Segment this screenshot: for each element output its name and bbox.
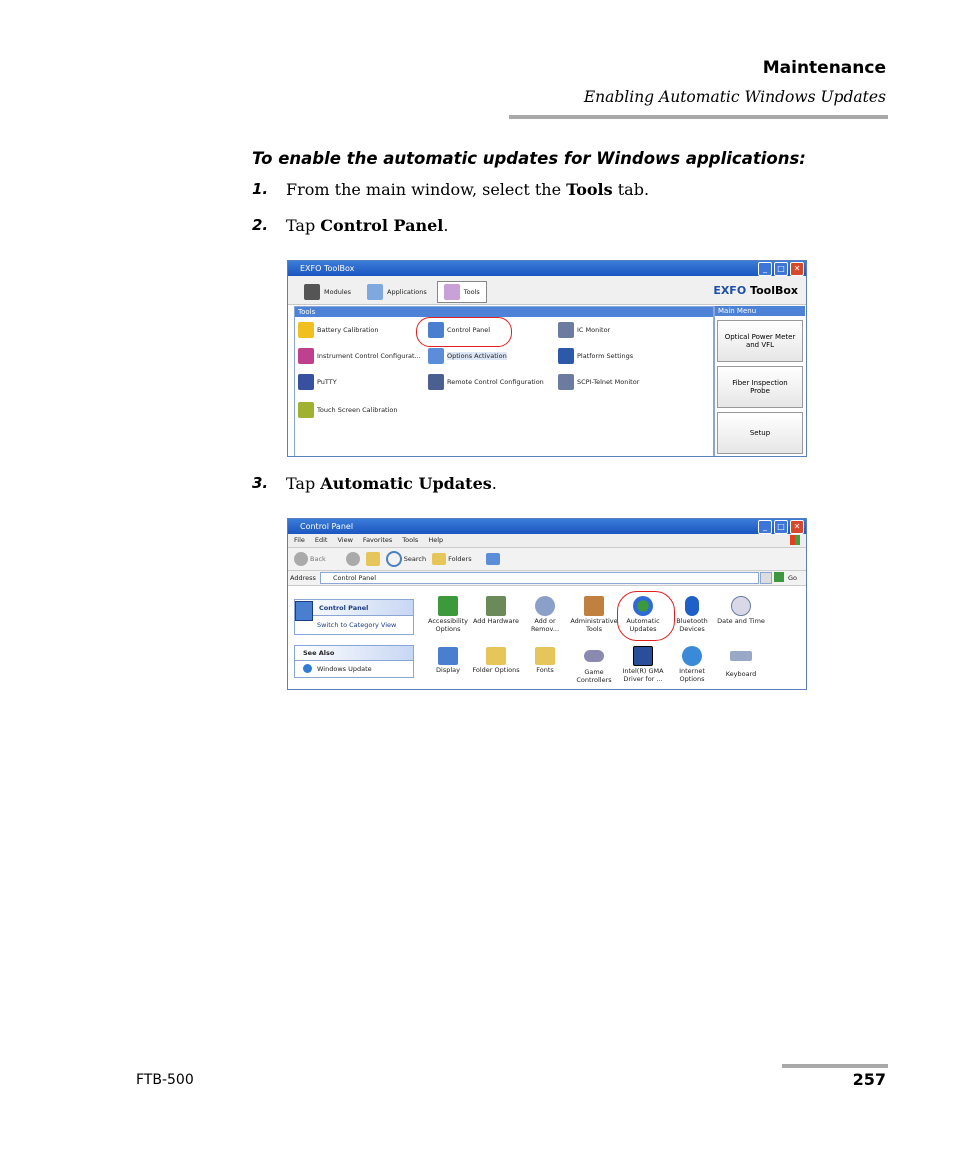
highlight-circle-updates [617, 591, 675, 641]
network-icon [428, 374, 444, 390]
forward-arrow-icon[interactable] [346, 552, 360, 566]
address-input[interactable]: Control Panel [320, 572, 759, 584]
clock-icon [731, 596, 751, 616]
control-panel-checkmark-icon [295, 601, 313, 621]
section-subtitle: Enabling Automatic Windows Updates [583, 88, 886, 106]
address-dropdown-icon[interactable] [760, 572, 772, 584]
cp-intel-gma[interactable]: Intel(R) GMA Driver for ... [618, 645, 668, 683]
folder-options-icon [486, 647, 506, 665]
bluetooth-icon [685, 596, 699, 616]
windows-update-link[interactable]: Windows Update [317, 665, 372, 673]
tab-applications[interactable]: Applications [361, 282, 433, 302]
cp-automatic-updates[interactable]: Automatic Updates [618, 595, 668, 633]
close-button[interactable]: ✕ [790, 262, 804, 276]
menu-edit[interactable]: Edit [314, 536, 328, 544]
accessibility-icon [438, 596, 458, 616]
switch-view-link[interactable]: Switch to Category View [317, 621, 397, 629]
keyboard-icon [730, 651, 752, 661]
side-panel: Control Panel Switch to Category View See Also Windows Update [294, 599, 414, 689]
cp-bluetooth-devices[interactable]: Bluetooth Devices [667, 595, 717, 633]
footer-model: FTB-500 [136, 1072, 194, 1088]
gamepad-icon [584, 650, 604, 662]
main-menu-panel: Main Menu Optical Power Meter and VFL Fiber Inspection Probe Setup [714, 306, 805, 456]
cp-display[interactable]: Display [423, 645, 473, 674]
maximize-button[interactable]: □ [774, 262, 788, 276]
menu-favorites[interactable]: Favorites [362, 536, 393, 544]
tool-ic-monitor[interactable]: IC Monitor [558, 322, 610, 338]
cp-folder-options[interactable]: Folder Options [471, 645, 521, 674]
hardware-icon [486, 596, 506, 616]
tool-scpi-telnet[interactable]: SCPI-Telnet Monitor [558, 374, 639, 390]
menu-file[interactable]: File [294, 536, 305, 544]
wrench-icon [558, 348, 574, 364]
monitor-icon [558, 322, 574, 338]
address-label: Address [290, 574, 316, 582]
toolbox-titlebar: EXFO ToolBox _ □ ✕ [288, 261, 806, 276]
page-number: 257 [852, 1070, 886, 1089]
globe-icon [682, 646, 702, 666]
cp-game-controllers[interactable]: Game Controllers [569, 645, 619, 684]
tool-platform-settings[interactable]: Platform Settings [558, 348, 633, 364]
cp-keyboard[interactable]: Keyboard [716, 645, 766, 678]
back-button[interactable]: Back [294, 552, 326, 566]
cp-internet-options[interactable]: Internet Options [667, 645, 717, 683]
menu-help[interactable]: Help [428, 536, 444, 544]
menu-button-setup[interactable]: Setup [717, 412, 803, 454]
menu-tools[interactable]: Tools [402, 536, 419, 544]
terminal-icon [558, 374, 574, 390]
tool-battery-calibration[interactable]: Battery Calibration [298, 322, 379, 338]
section-title: Maintenance [762, 58, 886, 78]
toolbar [288, 548, 806, 571]
tool-putty[interactable]: PuTTY [298, 374, 337, 390]
modules-icon [304, 284, 320, 300]
address-bar [288, 571, 806, 586]
windows-update-icon [303, 664, 312, 673]
go-button[interactable]: Go [788, 574, 798, 582]
back-arrow-icon [294, 552, 308, 566]
menu-bar [288, 534, 806, 548]
fonts-icon [535, 647, 555, 665]
footer-rule [782, 1064, 888, 1068]
options-activation-icon [428, 348, 444, 364]
minimize-button[interactable]: _ [758, 262, 772, 276]
tab-modules[interactable]: Modules [298, 282, 357, 302]
cp-administrative-tools[interactable]: Administrative Tools [569, 595, 619, 633]
applications-icon [367, 284, 383, 300]
cp-accessibility-options[interactable]: Accessibility Options [423, 595, 473, 633]
control-panel-window [287, 518, 807, 690]
cp-fonts[interactable]: Fonts [520, 645, 570, 674]
menu-view[interactable]: View [337, 536, 353, 544]
battery-icon [298, 322, 314, 338]
windows-flag-icon [790, 535, 800, 545]
cp-maximize-button[interactable]: □ [774, 520, 788, 534]
go-arrow-icon[interactable] [774, 572, 784, 582]
exfo-logo: EXFO ToolBox [713, 284, 798, 297]
cp-minimize-button[interactable]: _ [758, 520, 772, 534]
tool-control-panel[interactable]: Control Panel [428, 322, 490, 338]
control-panel-titlebar: Control Panel _ □ ✕ [288, 519, 806, 534]
folders-button[interactable]: Folders [432, 553, 471, 565]
procedure-title: To enable the automatic updates for Windows applications: [252, 149, 806, 168]
views-icon[interactable] [486, 553, 500, 565]
display-icon [438, 647, 458, 665]
icon-grid [423, 595, 803, 689]
folders-icon [432, 553, 446, 565]
touch-screen-icon [298, 402, 314, 418]
search-icon [386, 551, 402, 567]
tool-remote-control[interactable]: Remote Control Configuration [428, 374, 544, 390]
cp-date-and-time[interactable]: Date and Time [716, 595, 766, 625]
add-remove-icon [535, 596, 555, 616]
putty-icon [298, 374, 314, 390]
tab-tools[interactable]: Tools [437, 281, 487, 303]
menu-button-opm-vfl[interactable]: Optical Power Meter and VFL [717, 320, 803, 362]
ic-icon [298, 348, 314, 364]
search-button[interactable]: Search [386, 551, 426, 567]
up-folder-icon[interactable] [366, 552, 380, 566]
menu-button-fiber-inspection[interactable]: Fiber Inspection Probe [717, 366, 803, 408]
header-rule [509, 115, 888, 119]
highlight-circle [416, 317, 512, 347]
tool-touch-screen-calibration[interactable]: Touch Screen Calibration [298, 402, 398, 418]
cp-close-button[interactable]: ✕ [790, 520, 804, 534]
admin-tools-icon [584, 596, 604, 616]
intel-gma-icon [633, 646, 653, 666]
tools-panel: Tools [294, 306, 714, 457]
cp-add-remove[interactable]: Add or Remov... [520, 595, 570, 633]
tool-instrument-control[interactable]: Instrument Control Configurat... [298, 348, 421, 364]
cp-add-hardware[interactable]: Add Hardware [471, 595, 521, 625]
toolbox-window [287, 260, 807, 457]
tools-icon [444, 284, 460, 300]
tool-options-activation[interactable]: Options Activation [428, 348, 507, 364]
